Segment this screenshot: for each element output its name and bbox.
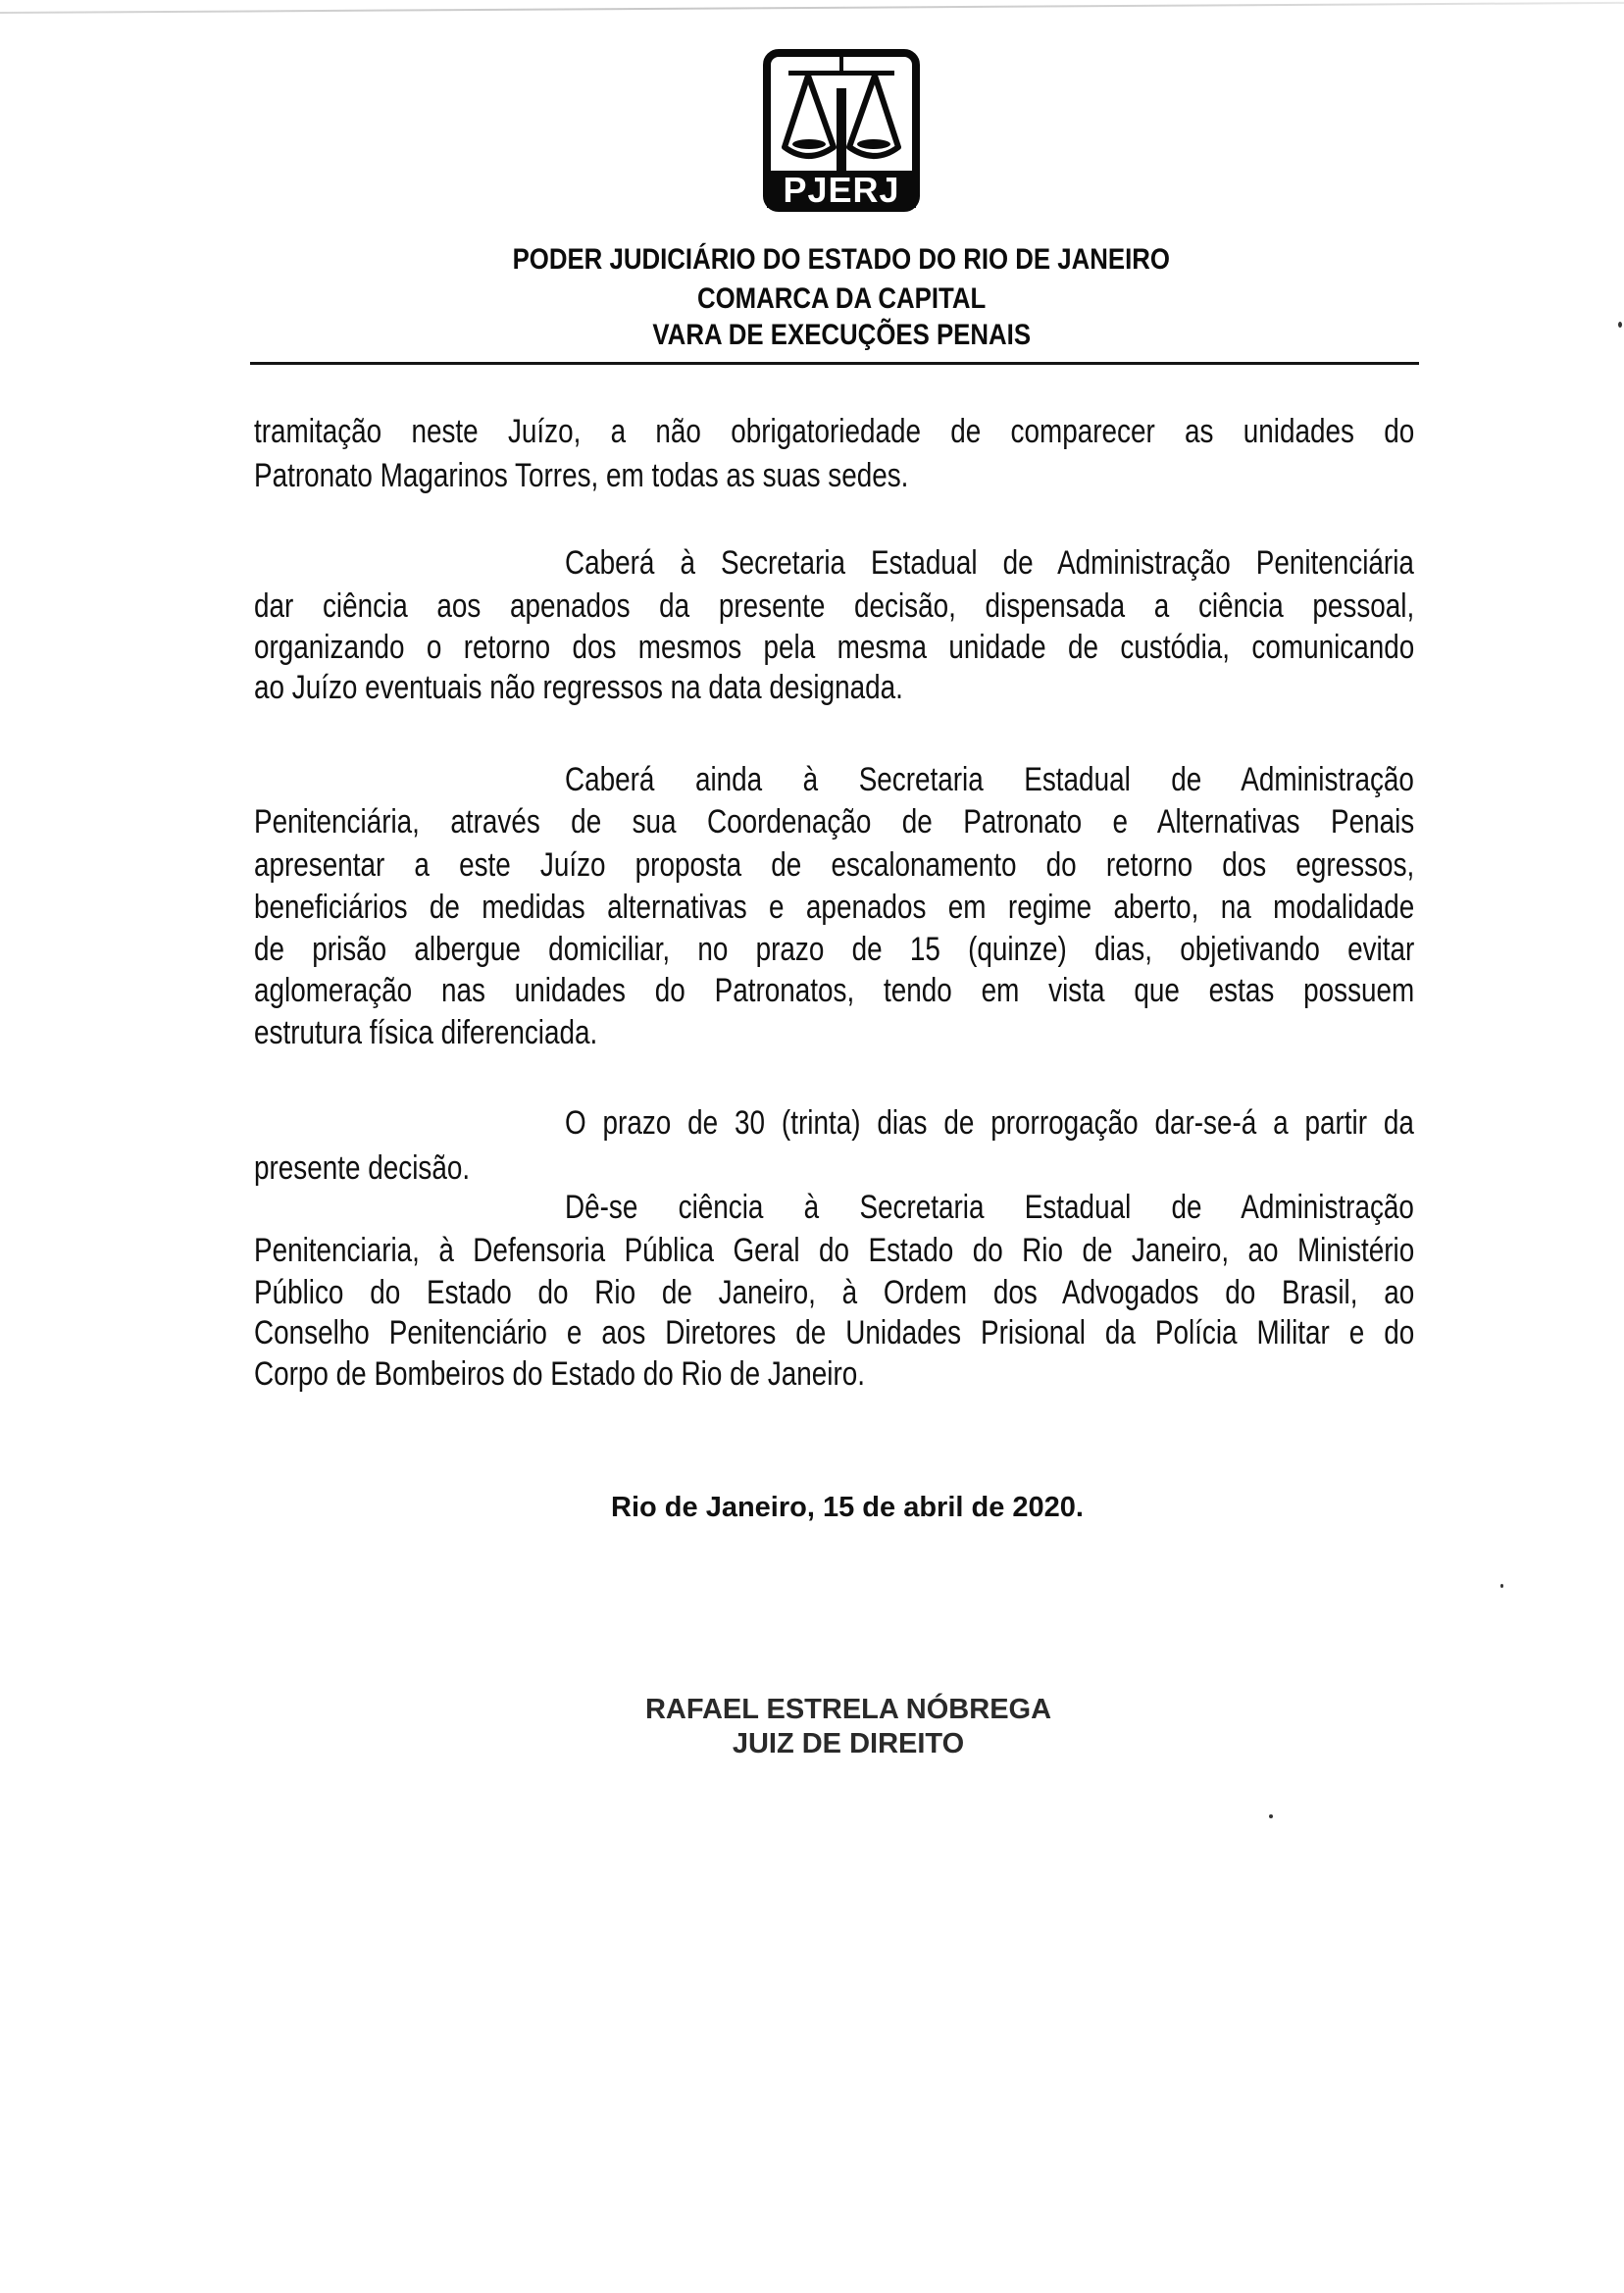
signer-title: JUIZ DE DIREITO: [732, 1728, 965, 1759]
text-line: de prisão albergue domiciliar, no prazo de 15 (quinze) dias, objetivando evitar: [254, 931, 1415, 968]
text-line: organizando o retorno dos mesmos pela mesma unidade de custódia, comunicando: [254, 629, 1415, 666]
text-line: Patronato Magarinos Torres, em todas as suas sedes.: [254, 457, 909, 494]
text-line: O prazo de 30 (trinta) dias de prorrogação dar-se-á a partir da: [565, 1104, 1414, 1142]
scan-speck: [1269, 1814, 1273, 1818]
text-line: Caberá à Secretaria Estadual de Administração Penitenciária: [565, 544, 1414, 582]
header-comarca: [29, 281, 1624, 317]
text-line: Corpo de Bombeiros do Estado do Rio de Janeiro.: [254, 1355, 866, 1393]
text-line: Dê-se ciência à Secretaria Estadual de Administração: [565, 1189, 1414, 1226]
header-line-2: COMARCA DA CAPITAL: [696, 282, 987, 315]
text-line: beneficiários de medidas alternativas e apenados em regime aberto, na modalidade: [254, 889, 1415, 926]
pjerj-logo: [763, 49, 920, 212]
text-line: Público do Estado do Rio de Janeiro, à Ordem dos Advogados do Brasil, ao: [254, 1274, 1415, 1311]
text-line: estrutura física diferenciada.: [254, 1014, 598, 1051]
signer-name: RAFAEL ESTRELA NÓBREGA: [644, 1694, 1052, 1725]
header-institution: [29, 242, 1624, 278]
text-line: Penitenciaria, à Defensoria Pública Geral do Estado do Rio de Janeiro, ao Ministério: [254, 1232, 1415, 1269]
text-line: ao Juízo eventuais não regressos na data designada.: [254, 669, 903, 706]
logo-text: PJERJ: [783, 170, 900, 210]
header-line-3: VARA DE EXECUÇÕES PENAIS: [652, 319, 1031, 351]
text-line: tramitação neste Juízo, a não obrigatoriedade de comparecer as unidades do: [254, 413, 1415, 450]
place-and-date: Rio de Janeiro, 15 de abril de 2020.: [611, 1492, 1084, 1523]
scan-speck: [1618, 322, 1622, 328]
text-line: dar ciência aos apenados da presente decisão, dispensada a ciência pessoal,: [254, 587, 1415, 625]
text-line: presente decisão.: [254, 1149, 471, 1187]
scan-speck: [1500, 1584, 1503, 1588]
scales-of-justice-icon: [763, 49, 920, 212]
header-vara: [29, 318, 1624, 353]
text-line: aglomeração nas unidades do Patronatos, tendo em vista que estas possuem: [254, 972, 1415, 1009]
text-line: Conselho Penitenciário e aos Diretores de Unidades Prisional da Polícia Militar e do: [254, 1314, 1415, 1351]
header-line-1: PODER JUDICIÁRIO DO ESTADO DO RIO DE JANEIRO: [512, 243, 1171, 276]
text-line: apresentar a este Juízo proposta de escalonamento do retorno dos egressos,: [254, 846, 1415, 884]
text-line: Caberá ainda à Secretaria Estadual de Administração: [565, 761, 1414, 798]
header-divider: [250, 362, 1419, 365]
text-line: Penitenciária, através de sua Coordenação de Patronato e Alternativas Penais: [254, 803, 1415, 841]
scan-edge-line: [0, 2, 1624, 14]
